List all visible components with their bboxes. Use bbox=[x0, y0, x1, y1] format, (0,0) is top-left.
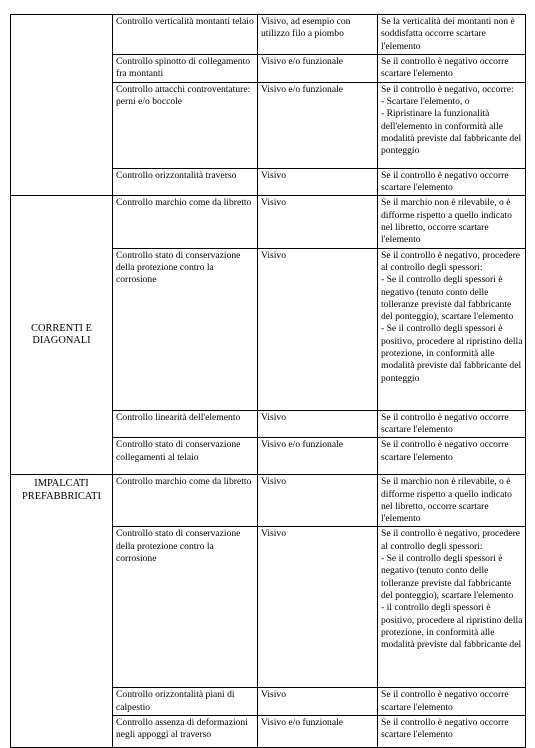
inspection-table bbox=[10, 14, 526, 748]
check-cell: Controllo marchio come da libretto bbox=[113, 475, 258, 527]
method-cell: Visivo bbox=[258, 248, 378, 410]
method-cell: Visivo bbox=[258, 475, 378, 527]
outcome-cell: Se il controllo è negativo, procedere al controllo degli spessori: - Se il controllo degli spessori è negativo (tenuto conto delle tolleranze previste dal fabbricante del ponteggio), scartare l'elemento - il controllo degli spessori è positivo, procedere al ripristino della protezione, in conformità alle modalità previste dal fabbricante del bbox=[378, 527, 526, 688]
table-row bbox=[11, 475, 526, 527]
check-cell: Controllo orizzontalità traverso bbox=[113, 168, 258, 196]
check-cell: Controllo stato di conservazione collegamenti al telaio bbox=[113, 438, 258, 475]
method-cell: Visivo e/o funzionale bbox=[258, 716, 378, 748]
check-cell: Controllo spinotto di collegamento fra montanti bbox=[113, 54, 258, 82]
group-label-cell: IMPALCATI PREFABBRICATI bbox=[11, 475, 113, 748]
method-cell: Visivo bbox=[258, 410, 378, 438]
table-row bbox=[11, 196, 526, 248]
outcome-cell: Se il controllo è negativo, occorre: - Scartare l'elemento, o - Ripristinare la funzionalità dell'elemento in conformità alle modalità previste dal fabbricante del ponteggio bbox=[378, 82, 526, 168]
group-label-cell: CORRENTI E DIAGONALI bbox=[11, 196, 113, 475]
check-cell: Controllo verticalità montanti telaio bbox=[113, 15, 258, 55]
outcome-cell: Se il controllo è negativo occorre scartare l'elemento bbox=[378, 410, 526, 438]
check-cell: Controllo attacchi controventature: perni e/o boccole bbox=[113, 82, 258, 168]
outcome-cell: Se il marchio non è rilevabile, o è difforme rispetto a quello indicato nel libretto, occorre scartare l'elemento bbox=[378, 196, 526, 248]
outcome-cell: Se il controllo è negativo, procedere al controllo degli spessori: - Se il controllo degli spessori è negativo (tenuto conto delle tolleranze previste dal fabbricante del ponteggio), scartare l'elemento - Se il controllo degli spessori è positivo, procedere al ripristino della protezione, in conformità alle modalità previste dal fabbricante del ponteggio bbox=[378, 248, 526, 410]
method-cell: Visivo bbox=[258, 527, 378, 688]
outcome-cell: Se la verticalità dei montanti non è soddisfatta occorre scartare l'elemento bbox=[378, 15, 526, 55]
method-cell: Visivo bbox=[258, 196, 378, 248]
method-cell: Visivo e/o funzionale bbox=[258, 438, 378, 475]
check-cell: Controllo stato di conservazione della protezione contro la corrosione bbox=[113, 527, 258, 688]
method-cell: Visivo e/o funzionale bbox=[258, 54, 378, 82]
check-cell: Controllo stato di conservazione della protezione contro la corrosione bbox=[113, 248, 258, 410]
check-cell: Controllo linearità dell'elemento bbox=[113, 410, 258, 438]
outcome-cell: Se il controllo è negativo occorre scartare l'elemento bbox=[378, 688, 526, 716]
outcome-cell: Se il controllo è negativo occorre scartare l'elemento bbox=[378, 54, 526, 82]
outcome-cell: Se il controllo è negativo occorre scartare l'elemento bbox=[378, 438, 526, 475]
check-cell: Controllo marchio come da libretto bbox=[113, 196, 258, 248]
outcome-cell: Se il marchio non è rilevabile, o è difforme rispetto a quello indicato nel libretto, occorre scartare l'elemento bbox=[378, 475, 526, 527]
method-cell: Visivo bbox=[258, 168, 378, 196]
outcome-cell: Se il controllo è negativo occorre scartare l'elemento bbox=[378, 716, 526, 748]
check-cell: Controllo assenza di deformazioni negli appoggi al traverso bbox=[113, 716, 258, 748]
group-label-cell bbox=[11, 15, 113, 196]
outcome-cell: Se il controllo è negativo occorre scartare l'elemento bbox=[378, 168, 526, 196]
document-page bbox=[10, 14, 525, 741]
table-row bbox=[11, 15, 526, 55]
method-cell: Visivo e/o funzionale bbox=[258, 82, 378, 168]
check-cell: Controllo orizzontalità piani di calpestio bbox=[113, 688, 258, 716]
method-cell: Visivo, ad esempio con utilizzo filo a piombo bbox=[258, 15, 378, 55]
method-cell: Visivo bbox=[258, 688, 378, 716]
